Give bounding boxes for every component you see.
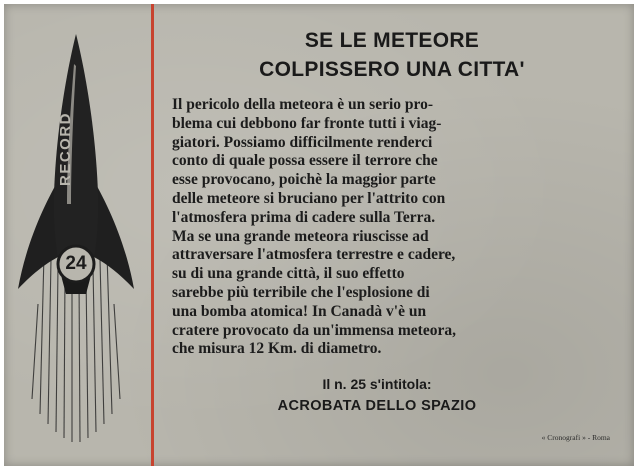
body-line: esse provocano, poichè la maggior parte [172, 171, 436, 189]
rocket-number: 24 [65, 253, 87, 274]
body-line: una bomba atomica! In Canadà v'è un [172, 302, 427, 320]
publisher-credit: « Cronografi » - Roma [541, 433, 610, 442]
body-line: Ma se una grande meteora riuscisse ad [172, 227, 429, 245]
body-line: conto di quale possa essere il terrore che [172, 152, 438, 170]
rocket-record-label: RECORD [57, 112, 74, 187]
body-line: che misura 12 Km. di diametro. [172, 340, 382, 358]
rocket-icon [4, 4, 151, 466]
body-line: attraversare l'atmosfera terrestre e cadere, [172, 246, 456, 264]
body-line: su di una grande città, il suo effetto [172, 265, 405, 283]
title-line: SE LE METEORE [304, 29, 480, 52]
card-body [172, 96, 612, 359]
title-line: COLPISSERO UNA CITTA' [259, 58, 525, 81]
card-text [172, 26, 612, 417]
body-line: delle meteore si bruciano per l'attrito con [172, 189, 446, 207]
next-card-intro: Il n. 25 s'intitola: [322, 376, 432, 393]
body-line: l'atmosfera prima di cadere sulla Terra. [172, 208, 436, 226]
body-line: sarebbe più terribile che l'esplosione di [172, 283, 430, 301]
rocket-illustration [4, 4, 151, 466]
next-card-title: ACROBATA DELLO SPAZIO [277, 398, 477, 415]
body-line: Il pericolo della meteora è un serio pro- [172, 96, 434, 113]
body-line: blema cui debbono far fronte tutti i viag- [172, 114, 442, 132]
trading-card [4, 4, 634, 466]
body-line: cratere provocato da un'immensa meteora, [172, 321, 456, 339]
next-card-notice [172, 373, 612, 417]
card-title [172, 26, 612, 84]
body-line: giatori. Possiamo difficilmente renderci [172, 133, 433, 151]
